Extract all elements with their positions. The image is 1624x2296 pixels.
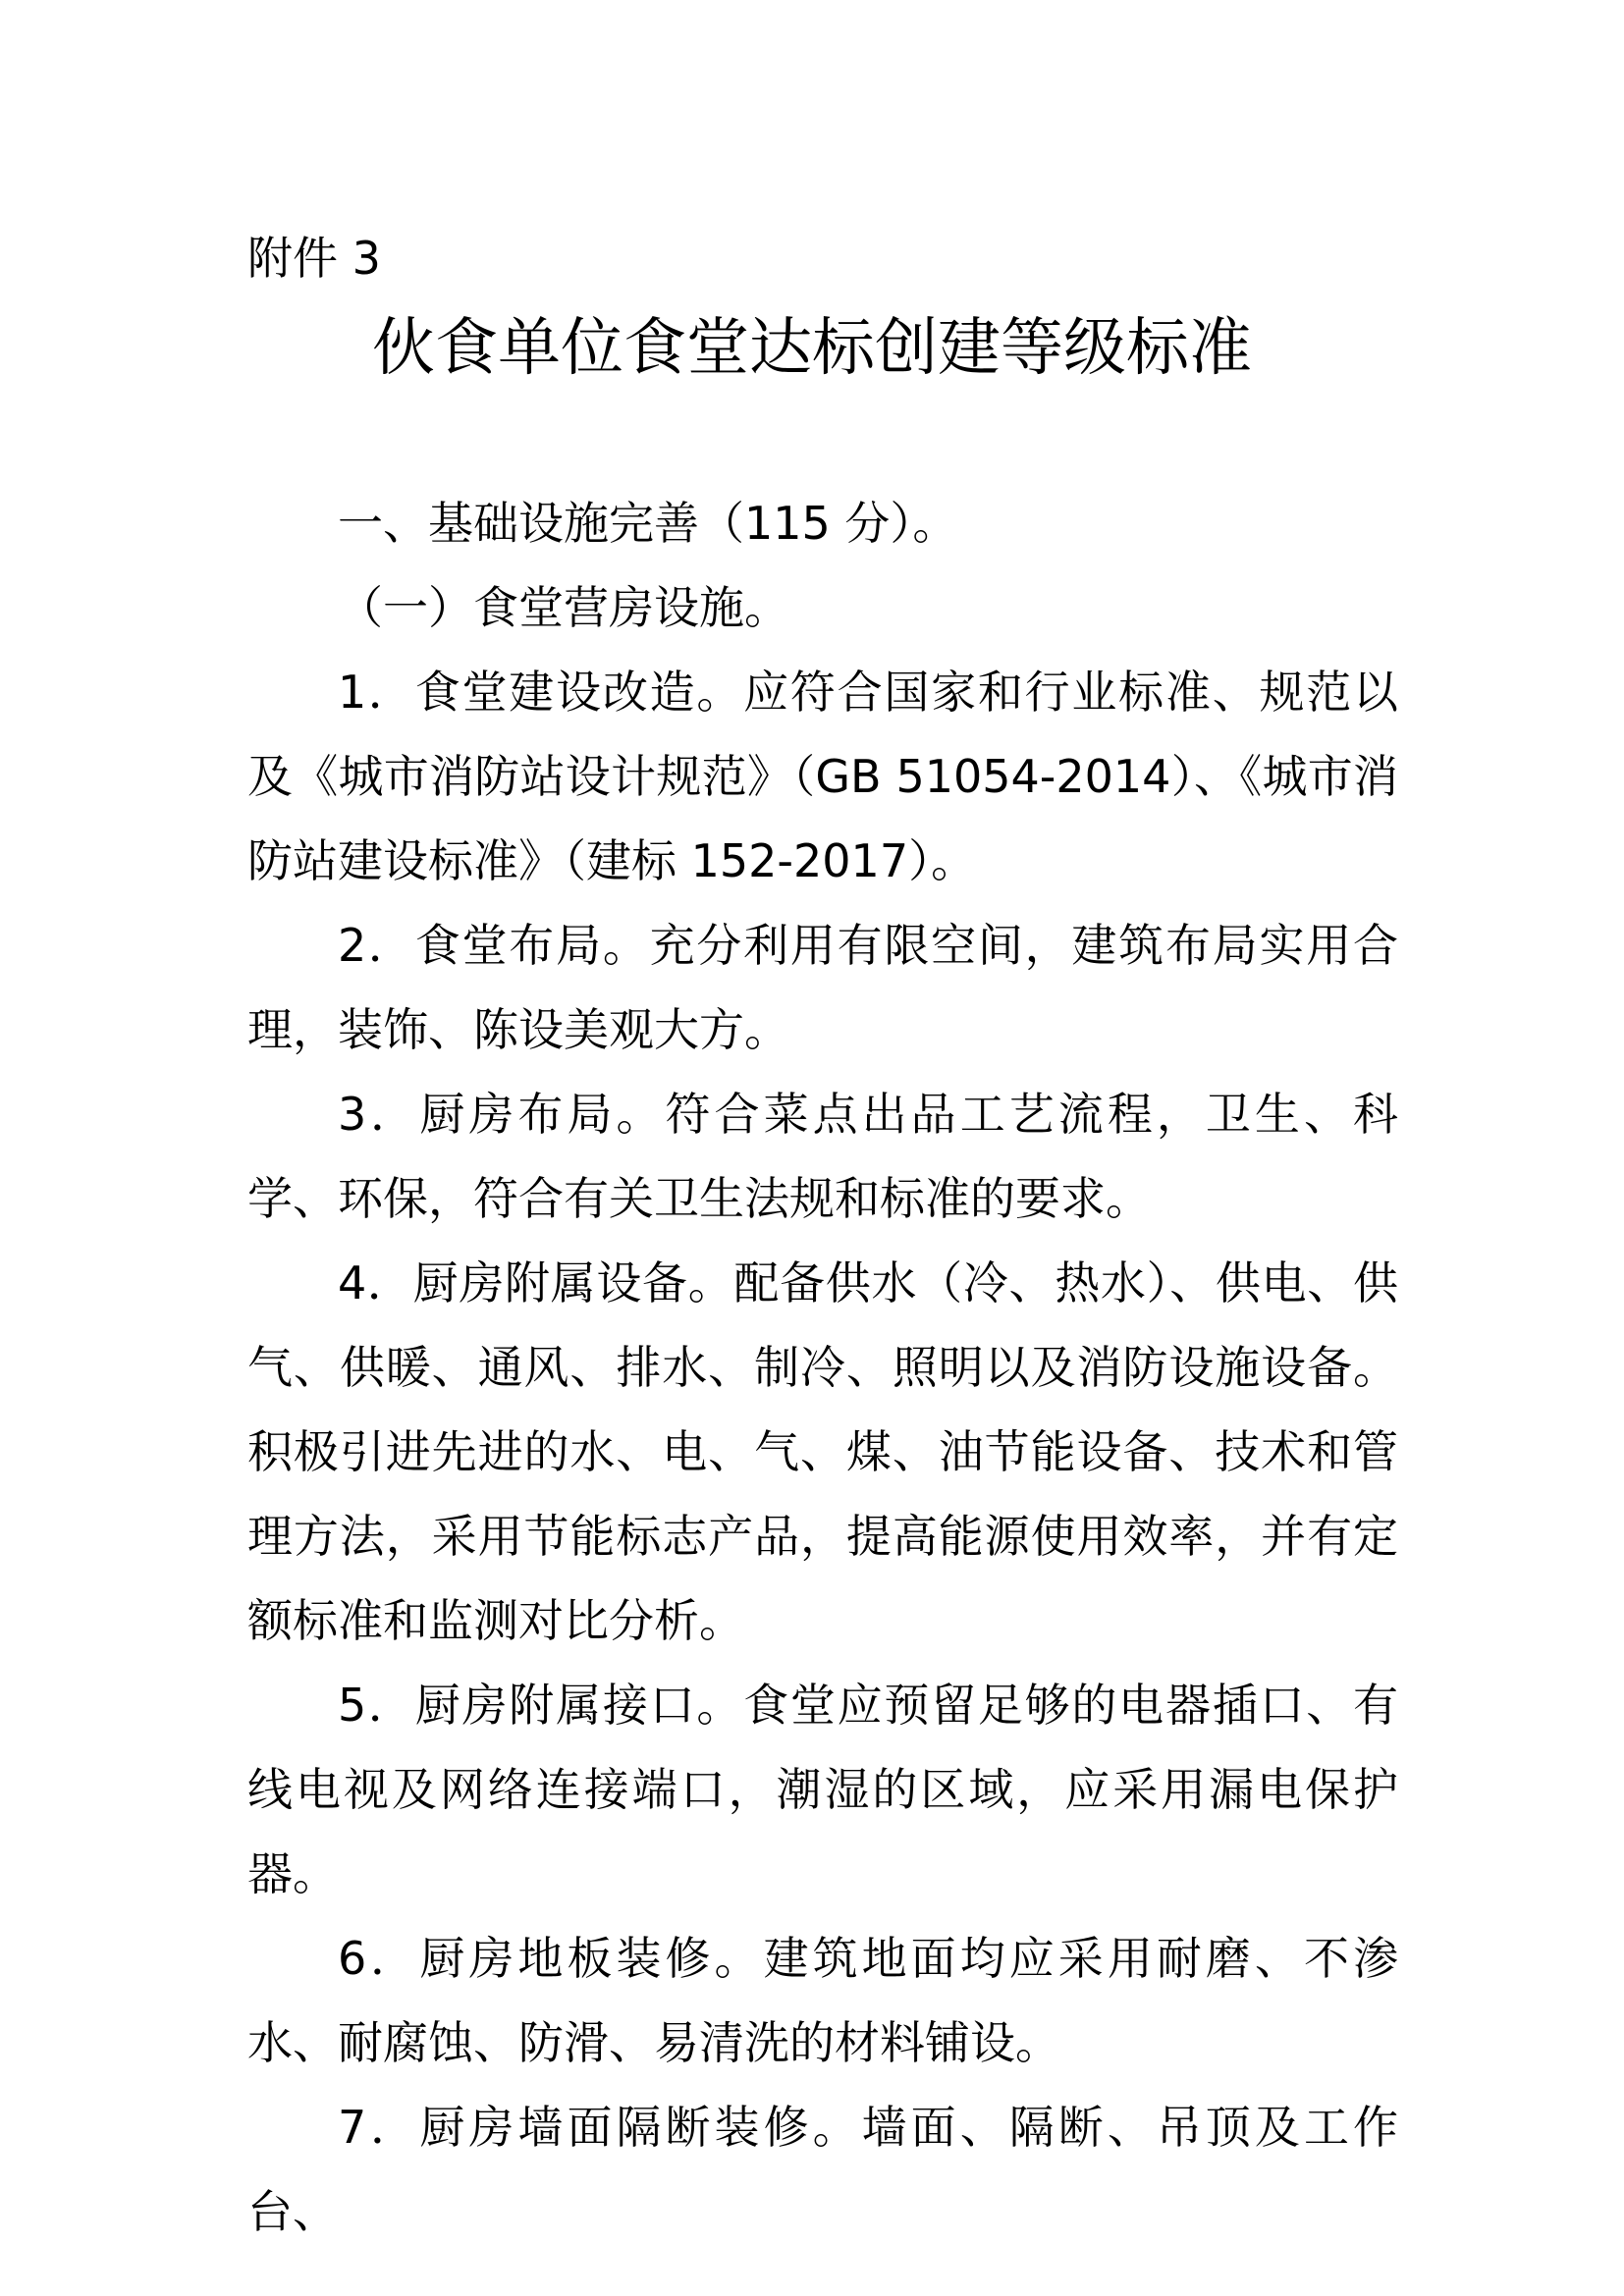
paragraph-item-7: 7．厨房墙面隔断装修。墙面、隔断、吊顶及工作台、	[247, 2101, 1398, 2238]
paragraph-item-6: 6．厨房地板装修。建筑地面均应采用耐磨、不渗水、耐腐蚀、防滑、易清洗的材料铺设。	[247, 1932, 1398, 2069]
attachment-label: 附件 3	[247, 232, 381, 285]
document-body	[247, 481, 1398, 2254]
paragraph-item-5: 5．厨房附属接口。食堂应预留足够的电器插口、有线电视及网络连接端口，潮湿的区域，应采用漏电保护器。	[247, 1679, 1398, 1900]
subsection-heading: （一）食堂营房设施。	[338, 581, 789, 634]
paragraph-item-2: 2．食堂布局。充分利用有限空间，建筑布局实用合理，装饰、陈设美观大方。	[247, 919, 1398, 1056]
paragraph-item-4: 4．厨房附属设备。配备供水（冷、热水）、供电、供气、供暖、通风、排水、制冷、照明以及消防设施设备。积极引进先进的水、电、气、煤、油节能设备、技术和管理方法，采用节能标志产品，提高能源使用效率，并有定额标准和监测对比分析。	[247, 1256, 1398, 1647]
document-title: 伙食单位食堂达标创建等级标准	[372, 312, 1252, 385]
paragraph-item-1: 1．食堂建设改造。应符合国家和行业标准、规范以及《城市消防站设计规范》（GB 51054-2014）、《城市消防站建设标准》（建标 152-2017）。	[247, 666, 1398, 887]
paragraph-item-3: 3．厨房布局。符合菜点出品工艺流程，卫生、科学、环保，符合有关卫生法规和标准的要求。	[247, 1088, 1398, 1225]
section-heading: 一、基础设施完善（115 分）。	[338, 497, 958, 550]
